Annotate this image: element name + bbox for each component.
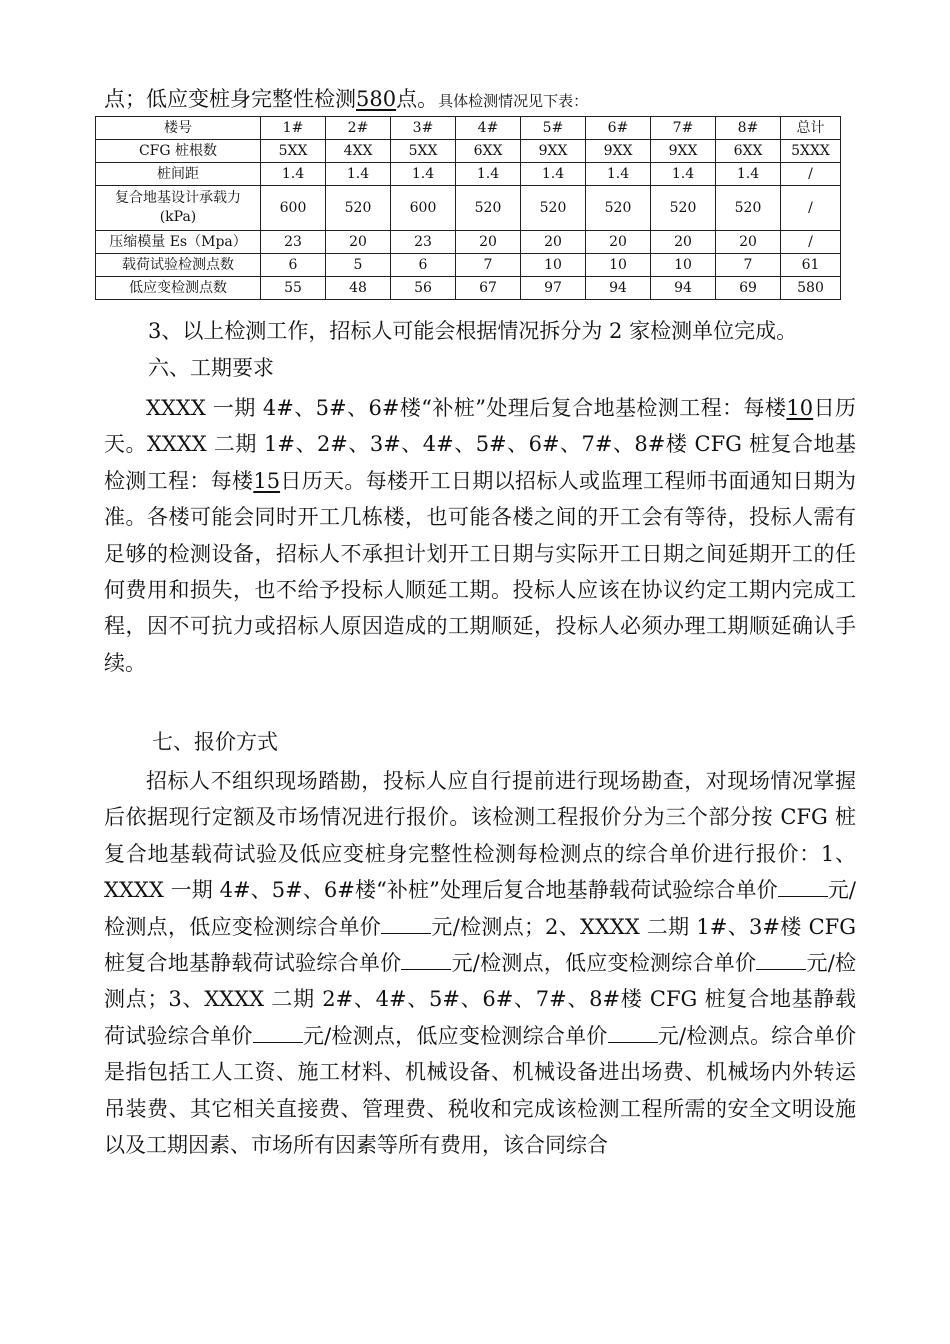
table-cell: 7: [456, 254, 521, 277]
table-cell: 4XX: [326, 140, 391, 163]
table-cell: 48: [326, 277, 391, 300]
table-cell: 5XXX: [781, 140, 841, 163]
table-row: [96, 254, 841, 277]
table-row: [96, 277, 841, 300]
table-cell: 6#: [586, 117, 651, 140]
table-cell: 67: [456, 277, 521, 300]
table-cell: 97: [521, 277, 586, 300]
item-3: 3、以上检测工作，招标人可能会根据情况拆分为 2 家检测单位完成。: [148, 319, 798, 343]
table-cell: /: [781, 186, 841, 231]
intro-note: 具体检测情况见下表：: [438, 92, 589, 110]
table-cell: 9XX: [586, 140, 651, 163]
table-cell: 1.4: [521, 163, 586, 186]
section-7-s5: 元/检测点；3、XXXX 二期 2#、4#、5#、6#、7#、8#楼 CFG 桩复合地基静载荷试验综合单价: [104, 951, 857, 1048]
section-6-days1: 10: [786, 396, 814, 420]
table-cell: 1.4: [326, 163, 391, 186]
table-cell: 10: [521, 254, 586, 277]
row-label-cell: 载荷试验检测点数: [96, 254, 261, 277]
table-cell: 580: [781, 277, 841, 300]
table-cell: 20: [716, 231, 781, 254]
table-cell: 20: [326, 231, 391, 254]
section-6-p2: 日历天。XXXX 二期 1#、2#、3#、4#、5#、6#、7#、8#楼 CFG 桩复合地基检测工程：每楼: [104, 396, 856, 493]
table-cell: 94: [586, 277, 651, 300]
intro-count: 580: [356, 87, 397, 111]
table-cell: 520: [456, 186, 521, 231]
section-7-s7: 元/检测点。综合单价是指包括工人工资、施工材料、机械设备、机械设备进出场费、机械场内外转运吊装费、其它相关直接费、管理费、税收和完成该检测工程所需的安全文明设施以及工期因素、市场所有因素等所有费用，该合同综合: [104, 1023, 857, 1158]
price-blank-6: [608, 1024, 658, 1043]
table-cell: 1.4: [651, 163, 716, 186]
section-6-p3: 日历天。每楼开工日期以招标人或监理工程师书面通知日期为准。各楼可能会同时开工几栋楼，也可能各楼之间的开工会有等待，投标人需有足够的检测设备，招标人不承担计划开工日期与实际开工日期之间延期开工的任何费用和损失，也不给予投标人顺延工期。投标人应该在协议约定工期内完成工程，因不可抗力或招标人原因造成的工期顺延，投标人必须办理工期顺延确认手续。: [104, 468, 857, 675]
table-cell: 4#: [456, 117, 521, 140]
section-7-s1: 招标人不组织现场踏勘，投标人应自行提前进行现场勘查，对现场情况掌握后依据现行定额及市场情况进行报价。该检测工程报价分为三个部分按 CFG 桩复合地基载荷试验及低应变桩身完整性检测每检测点的综合单价进行报价：1、XXXX 一期 4#、5#、6#楼“补桩”处理后复合地基静载荷试验综合单价: [104, 769, 856, 903]
row-label-cell: 楼号: [96, 117, 261, 140]
intro-suffix: 点。: [396, 87, 439, 111]
table-cell: 61: [781, 254, 841, 277]
table-cell: 7: [716, 254, 781, 277]
section-6-paragraph: [104, 390, 856, 681]
table-cell: /: [781, 231, 841, 254]
table-cell: 20: [586, 231, 651, 254]
table-cell: 69: [716, 277, 781, 300]
section-7-paragraph: [104, 763, 856, 1163]
table-cell: 10: [651, 254, 716, 277]
table-cell: 1.4: [261, 163, 326, 186]
table-cell: 6: [391, 254, 456, 277]
table-cell: 6XX: [716, 140, 781, 163]
table-cell: 9XX: [651, 140, 716, 163]
table-cell: 600: [391, 186, 456, 231]
price-blank-2: [381, 915, 431, 934]
row-label-cell: 低应变检测点数: [96, 277, 261, 300]
section-7-s4: 元/检测点，低应变检测综合单价: [451, 951, 757, 976]
table-cell: 23: [391, 231, 456, 254]
table-cell: 5XX: [391, 140, 456, 163]
table-cell: /: [781, 163, 841, 186]
section-7-s2: 元/检测点，低应变检测综合单价: [104, 878, 856, 939]
table-cell: 3#: [391, 117, 456, 140]
table-cell: 1.4: [391, 163, 456, 186]
table-cell: 5XX: [261, 140, 326, 163]
section-6-title: 六、工期要求: [148, 356, 274, 380]
table-cell: 7#: [651, 117, 716, 140]
row-label-cell: 压缩模量 Es（Mpa）: [96, 231, 261, 254]
table-cell: 520: [586, 186, 651, 231]
section-6-days2: 15: [253, 468, 281, 493]
table-cell: 520: [326, 186, 391, 231]
table-cell: 6XX: [456, 140, 521, 163]
inspection-table: [95, 116, 841, 300]
table-row: [96, 163, 841, 186]
row-label-cell: 桩间距: [96, 163, 261, 186]
intro-line: [104, 84, 588, 116]
table-cell: 520: [651, 186, 716, 231]
table-cell: 总计: [781, 117, 841, 140]
table-cell: 8#: [716, 117, 781, 140]
price-blank-1: [778, 878, 828, 897]
table-cell: 10: [586, 254, 651, 277]
table-cell: 520: [716, 186, 781, 231]
price-blank-5: [253, 1024, 303, 1043]
table-row: [96, 231, 841, 254]
table-cell: 1.4: [716, 163, 781, 186]
section-7-s6: 元/检测点，低应变检测综合单价: [302, 1023, 608, 1048]
table-cell: 23: [261, 231, 326, 254]
section-7-s3: 元/检测点；2、XXXX 二期 1#、3#楼 CFG 桩复合地基静载荷试验综合单价: [104, 914, 856, 976]
row-label-cell: 复合地基设计承载力 (kPa): [96, 186, 261, 231]
table-row: [96, 140, 841, 163]
table-cell: 1#: [261, 117, 326, 140]
table-row: [96, 186, 841, 231]
table-cell: 56: [391, 277, 456, 300]
row-label-cell: CFG 桩根数: [96, 140, 261, 163]
table-cell: 600: [261, 186, 326, 231]
table-cell: 2#: [326, 117, 391, 140]
price-blank-3: [401, 951, 451, 970]
section-7-title: 七、报价方式: [152, 730, 278, 754]
table-cell: 5: [326, 254, 391, 277]
table-cell: 55: [261, 277, 326, 300]
table-header-row: [96, 117, 841, 140]
table-cell: 1.4: [456, 163, 521, 186]
table-cell: 6: [261, 254, 326, 277]
table-cell: 9XX: [521, 140, 586, 163]
table-cell: 94: [651, 277, 716, 300]
section-6-p1: XXXX 一期 4#、5#、6#楼“补桩”处理后复合地基检测工程：每楼: [146, 396, 787, 420]
table-cell: 20: [651, 231, 716, 254]
table-cell: 20: [521, 231, 586, 254]
table-cell: 1.4: [586, 163, 651, 186]
table-cell: 5#: [521, 117, 586, 140]
price-blank-4: [756, 951, 806, 970]
table-cell: 520: [521, 186, 586, 231]
intro-prefix: 点；低应变桩身完整性检测: [104, 87, 356, 111]
table-cell: 20: [456, 231, 521, 254]
